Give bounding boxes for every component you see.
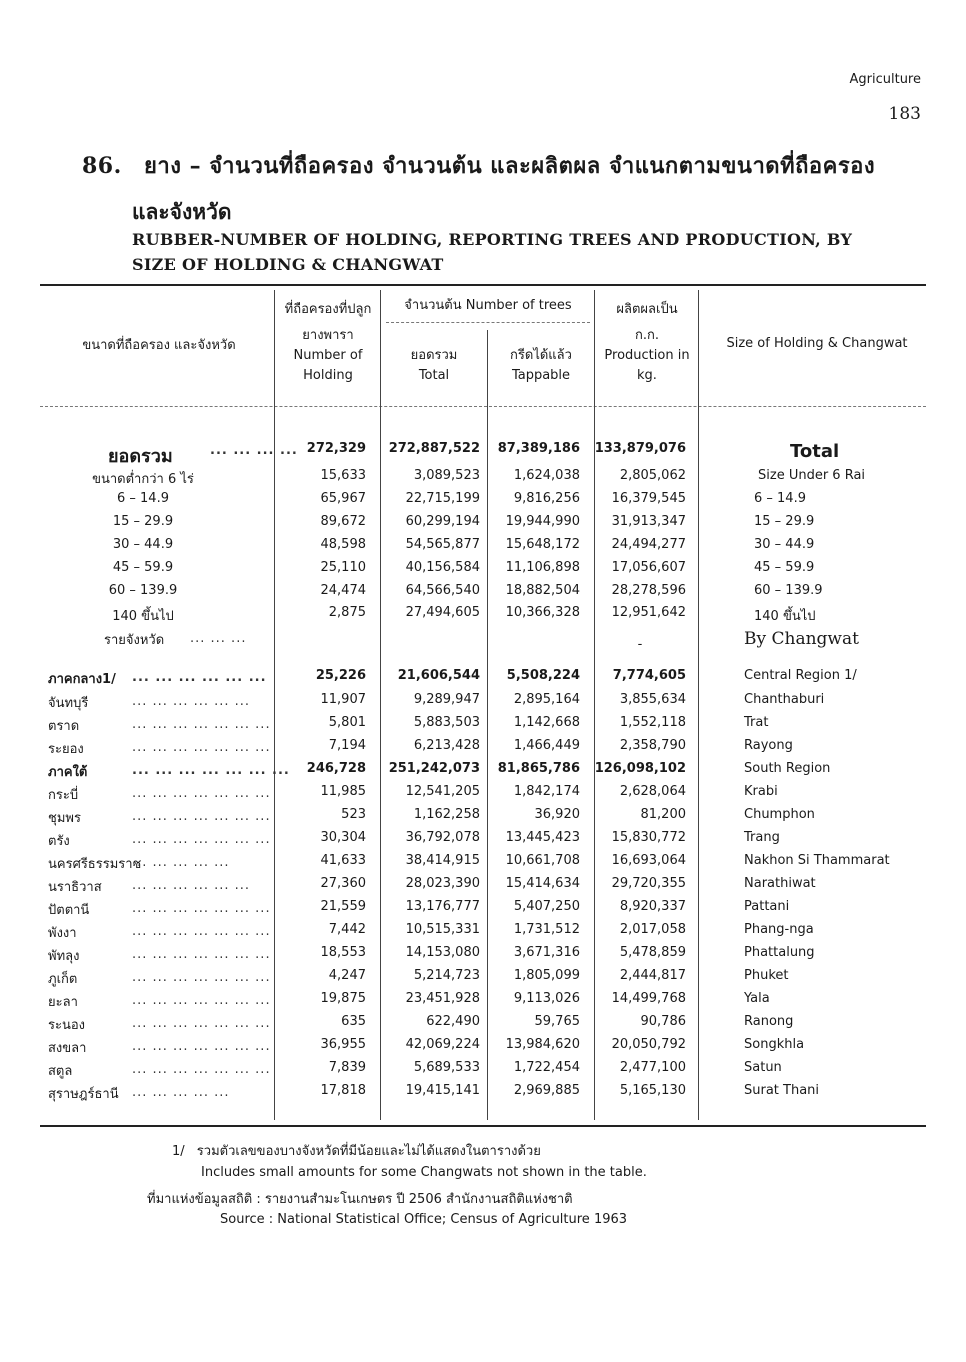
- row-label-thai: สตูล: [48, 1064, 73, 1079]
- cell-production: 2,805,062: [619, 468, 686, 483]
- cell-production: 5,165,130: [619, 1083, 686, 1098]
- row-label-thai: ยะลา: [48, 995, 78, 1010]
- cell-total-trees: 21,606,544: [397, 668, 480, 683]
- cell-tappable-trees: 19,944,990: [505, 514, 580, 529]
- table-row: [40, 968, 926, 991]
- trees-group-rule: [386, 322, 590, 323]
- cell-holding: 272,329: [306, 441, 366, 456]
- cell-total-trees: 6,213,428: [413, 738, 480, 753]
- title-thai-line1: ยาง – จำนวนที่ถือครอง จำนวนต้น และผลิตผล จำแนกตามขนาดที่ถือครอง: [143, 153, 876, 179]
- table-row: [40, 830, 926, 853]
- row-label-thai: จันทบุรี: [48, 696, 89, 711]
- row-label-english: 15 – 29.9: [754, 514, 815, 529]
- cell-holding: 4,247: [328, 968, 366, 983]
- footnote-english: Includes small amounts for some Changwats not shown in the table.: [201, 1165, 647, 1180]
- header-size-english: Size of Holding & Changwat: [726, 336, 908, 351]
- cell-production: 81,200: [640, 807, 686, 822]
- leader-dots: ... ... ... ... ... ... ...: [132, 740, 271, 755]
- cell-tappable-trees: 15,648,172: [505, 537, 580, 552]
- cell-production: 14,499,768: [611, 991, 686, 1006]
- cell-tappable-trees: 81,865,786: [497, 761, 580, 776]
- row-label-english: 6 – 14.9: [754, 491, 806, 506]
- cell-production: -: [637, 637, 643, 652]
- cell-holding: 24,474: [320, 583, 366, 598]
- row-label-english: Trang: [744, 830, 780, 845]
- row-label-thai: 30 – 44.9: [112, 537, 174, 552]
- table-row: [40, 468, 926, 491]
- header-size-thai: ขนาดที่ถือครอง และจังหวัด: [82, 338, 236, 353]
- cell-production: 1,552,118: [619, 715, 686, 730]
- leader-dots: ... ... ... ... ... ...: [132, 878, 251, 893]
- cell-production: 16,693,064: [611, 853, 686, 868]
- cell-holding: 246,728: [306, 761, 366, 776]
- cell-tappable-trees: 1,142,668: [513, 715, 580, 730]
- cell-total-trees: 13,176,777: [405, 899, 480, 914]
- cell-production: 24,494,277: [611, 537, 686, 552]
- table-row: [40, 853, 926, 876]
- row-label-english: Total: [790, 441, 840, 462]
- row-label-thai: นราธิวาส: [48, 880, 102, 895]
- cell-holding: 11,907: [320, 692, 366, 707]
- cell-holding: 2,875: [328, 605, 366, 620]
- cell-holding: 25,110: [320, 560, 366, 575]
- cell-total-trees: 9,289,947: [413, 692, 480, 707]
- leader-dots: ... ... ... ... ... ... ...: [132, 1062, 271, 1077]
- table-row: [40, 715, 926, 738]
- cell-tappable-trees: 1,722,454: [513, 1060, 580, 1075]
- leader-dots: ... ... ... ... ...: [132, 855, 230, 870]
- row-label-thai: ระยอง: [48, 742, 84, 757]
- row-label-english: Phuket: [744, 968, 789, 983]
- row-label-english: Size Under 6 Rai: [758, 468, 866, 483]
- cell-tappable-trees: 10,366,328: [505, 605, 580, 620]
- cell-production: 7,774,605: [612, 668, 686, 683]
- cell-holding: 18,553: [320, 945, 366, 960]
- cell-production: 133,879,076: [594, 441, 686, 456]
- cell-holding: 7,442: [328, 922, 366, 937]
- header-tappable: [489, 346, 593, 386]
- row-label-english: Chumphon: [744, 807, 815, 822]
- row-label-english: 45 – 59.9: [754, 560, 815, 575]
- row-label-english: Narathiwat: [744, 876, 816, 891]
- table-row: [40, 922, 926, 945]
- header-tappable-en: Tappable: [511, 368, 571, 383]
- table-row: [40, 560, 926, 583]
- cell-total-trees: 251,242,073: [388, 761, 480, 776]
- leader-dots: ... ... ... ...: [210, 443, 298, 458]
- cell-holding: 11,985: [320, 784, 366, 799]
- cell-tappable-trees: 15,414,634: [505, 876, 580, 891]
- cell-production: 12,951,642: [611, 605, 686, 620]
- cell-production: 2,628,064: [619, 784, 686, 799]
- cell-total-trees: 64,566,540: [405, 583, 480, 598]
- cell-tappable-trees: 59,765: [534, 1014, 580, 1029]
- cell-tappable-trees: 1,731,512: [513, 922, 580, 937]
- cell-tappable-trees: 5,407,250: [513, 899, 580, 914]
- row-label-thai: 15 – 29.9: [112, 514, 174, 529]
- row-label-english: Satun: [744, 1060, 782, 1075]
- cell-holding: 21,559: [320, 899, 366, 914]
- cell-production: 2,444,817: [619, 968, 686, 983]
- header-total-th: ยอดรวม: [410, 348, 458, 363]
- leader-dots: ... ... ... ... ... ... ...: [132, 832, 271, 847]
- cell-tappable-trees: 18,882,504: [505, 583, 580, 598]
- cell-total-trees: 22,715,199: [405, 491, 480, 506]
- table-row: [40, 945, 926, 968]
- cell-tappable-trees: 9,816,256: [513, 491, 580, 506]
- leader-dots: ... ... ... ... ... ... ...: [132, 809, 271, 824]
- table-row: [40, 537, 926, 560]
- row-label-english: Krabi: [744, 784, 778, 799]
- cell-total-trees: 14,153,080: [405, 945, 480, 960]
- row-label-english: Central Region 1/: [744, 668, 857, 683]
- cell-total-trees: 19,415,141: [405, 1083, 480, 1098]
- cell-total-trees: 27,494,605: [405, 605, 480, 620]
- leader-dots: ... ... ... ... ... ...: [132, 670, 267, 685]
- row-label-english: Yala: [744, 991, 770, 1006]
- table-row: [40, 876, 926, 899]
- cell-tappable-trees: 1,624,038: [513, 468, 580, 483]
- cell-tappable-trees: 87,389,186: [497, 441, 580, 456]
- cell-production: 29,720,355: [611, 876, 686, 891]
- row-label-thai: รายจังหวัด: [104, 633, 165, 648]
- header-production: [596, 300, 698, 386]
- header-tappable-th: กรีดได้แล้ว: [510, 348, 572, 363]
- title-english-line2: SIZE OF HOLDING & CHANGWAT: [132, 255, 444, 274]
- row-label-english: 30 – 44.9: [754, 537, 815, 552]
- leader-dots: ... ... ... ... ... ... ...: [132, 1016, 271, 1031]
- leader-dots: ... ... ... ... ... ... ...: [132, 993, 271, 1008]
- leader-dots: ... ... ... ... ... ... ...: [132, 763, 290, 778]
- leader-dots: ... ... ... ... ... ... ...: [132, 1039, 271, 1054]
- header-holding-en2: Holding: [303, 368, 353, 383]
- table-row: [40, 441, 926, 467]
- leader-dots: ... ... ... ... ... ... ...: [132, 786, 271, 801]
- cell-production: 28,278,596: [611, 583, 686, 598]
- leader-dots: ... ... ... ... ... ... ...: [132, 717, 271, 732]
- header-holding-th2: ยางพารา: [302, 328, 354, 343]
- cell-tappable-trees: 1,466,449: [513, 738, 580, 753]
- cell-total-trees: 54,565,877: [405, 537, 480, 552]
- leader-dots: ... ... ...: [190, 631, 247, 646]
- table-top-rule: [40, 284, 926, 286]
- cell-holding: 5,801: [328, 715, 366, 730]
- cell-total-trees: 272,887,522: [388, 441, 480, 456]
- footnote-thai: [172, 1140, 541, 1161]
- row-label-english: Trat: [744, 715, 769, 730]
- table-row: [40, 991, 926, 1014]
- cell-tappable-trees: 3,671,316: [513, 945, 580, 960]
- source-thai: ที่มาแห่งข้อมูลสถิติ : รายงานสำมะโนเกษตร ปี 2506 สำนักงานสถิติแห่งชาติ: [147, 1192, 573, 1207]
- cell-holding: 65,967: [320, 491, 366, 506]
- cell-holding: 41,633: [320, 853, 366, 868]
- cell-total-trees: 60,299,194: [405, 514, 480, 529]
- cell-production: 20,050,792: [611, 1037, 686, 1052]
- table-row: [40, 668, 926, 691]
- row-label-english: 140 ขึ้นไป: [754, 609, 816, 624]
- row-label-thai: สงขลา: [48, 1041, 87, 1056]
- cell-tappable-trees: 2,969,885: [513, 1083, 580, 1098]
- cell-holding: 7,194: [328, 738, 366, 753]
- leader-dots: ... ... ... ... ... ... ...: [132, 970, 271, 985]
- table-row: [40, 1037, 926, 1060]
- row-label-thai: 60 – 139.9: [108, 583, 178, 598]
- leader-dots: ... ... ... ... ... ... ...: [132, 947, 271, 962]
- header-production-th1: ผลิตผลเป็น: [616, 302, 678, 317]
- row-label-thai: ขนาดต่ำกว่า 6 ไร่: [92, 472, 194, 487]
- row-label-english: Chanthaburi: [744, 692, 825, 707]
- table-row: [40, 491, 926, 514]
- header-trees-group: จำนวนต้น Number of trees: [404, 298, 572, 313]
- table-row: [40, 807, 926, 830]
- row-label-thai: ชุมพร: [48, 811, 81, 826]
- cell-total-trees: 23,451,928: [405, 991, 480, 1006]
- row-label-english: By Changwat: [744, 629, 859, 649]
- table-row: [40, 583, 926, 606]
- row-label-thai: ตราด: [48, 719, 80, 734]
- leader-dots: ... ... ... ... ... ... ...: [132, 924, 271, 939]
- cell-holding: 15,633: [320, 468, 366, 483]
- table-number: 86.: [82, 153, 122, 179]
- row-label-english: Phattalung: [744, 945, 815, 960]
- cell-total-trees: 5,689,533: [413, 1060, 480, 1075]
- table-row: [40, 605, 926, 628]
- cell-tappable-trees: 5,508,224: [506, 668, 580, 683]
- cell-total-trees: 38,414,915: [405, 853, 480, 868]
- cell-total-trees: 40,156,584: [405, 560, 480, 575]
- row-label-thai: ปัตตานี: [48, 903, 90, 918]
- header-holding: [276, 300, 380, 386]
- header-total: [382, 346, 486, 386]
- row-label-thai: กระบี่: [48, 788, 79, 803]
- cell-tappable-trees: 2,895,164: [513, 692, 580, 707]
- row-label-thai: ภาคกลาง1/: [48, 672, 116, 687]
- cell-tappable-trees: 1,842,174: [513, 784, 580, 799]
- row-label-english: Surat Thani: [744, 1083, 820, 1098]
- page-number: 183: [888, 104, 921, 124]
- cell-production: 16,379,545: [611, 491, 686, 506]
- header-production-th2: ก.ก.: [634, 328, 659, 343]
- row-label-thai: 45 – 59.9: [112, 560, 174, 575]
- title-thai-line2: และจังหวัด: [132, 199, 232, 224]
- cell-holding: 27,360: [320, 876, 366, 891]
- header-holding-th1: ที่ถือครองที่ปลูก: [284, 302, 372, 317]
- title-english-line1: RUBBER-NUMBER OF HOLDING, REPORTING TREES AND PRODUCTION, BY: [132, 230, 853, 249]
- cell-holding: 17,818: [320, 1083, 366, 1098]
- cell-production: 2,017,058: [619, 922, 686, 937]
- header-production-en1: Production in: [604, 348, 690, 363]
- cell-total-trees: 5,214,723: [413, 968, 480, 983]
- row-label-english: Phang-nga: [744, 922, 814, 937]
- cell-tappable-trees: 13,445,423: [505, 830, 580, 845]
- table-bottom-rule: [40, 1125, 926, 1127]
- row-label-thai: นครศรีธรรมราช: [48, 857, 142, 872]
- cell-holding: 48,598: [320, 537, 366, 552]
- cell-holding: 89,672: [320, 514, 366, 529]
- table-row: [40, 761, 926, 784]
- cell-total-trees: 10,515,331: [405, 922, 480, 937]
- row-label-english: 60 – 139.9: [754, 583, 823, 598]
- row-label-thai: ภูเก็ต: [48, 972, 78, 987]
- table-title-thai: [82, 148, 875, 183]
- header-total-en: Total: [418, 368, 450, 383]
- row-label-english: South Region: [744, 761, 831, 776]
- cell-production: 17,056,607: [611, 560, 686, 575]
- row-label-thai: ระนอง: [48, 1018, 86, 1033]
- table-row: [40, 738, 926, 761]
- cell-total-trees: 42,069,224: [405, 1037, 480, 1052]
- cell-production: 8,920,337: [619, 899, 686, 914]
- cell-tappable-trees: 10,661,708: [505, 853, 580, 868]
- table-row: [40, 784, 926, 807]
- cell-holding: 25,226: [315, 668, 366, 683]
- header-production-en2: kg.: [637, 368, 657, 383]
- leader-dots: ... ... ... ... ...: [132, 1085, 230, 1100]
- row-label-english: Ranong: [744, 1014, 794, 1029]
- table-row: [40, 514, 926, 537]
- cell-production: 15,830,772: [611, 830, 686, 845]
- cell-production: 90,786: [640, 1014, 686, 1029]
- source-english: Source : National Statistical Office; Census of Agriculture 1963: [220, 1212, 628, 1227]
- cell-holding: 635: [341, 1014, 366, 1029]
- row-label-english: Rayong: [744, 738, 793, 753]
- leader-dots: ... ... ... ... ... ...: [132, 694, 251, 709]
- cell-holding: 7,839: [328, 1060, 366, 1075]
- header-divider: [40, 406, 926, 407]
- row-label-thai: พัทลุง: [48, 949, 80, 964]
- cell-production: 2,358,790: [619, 738, 686, 753]
- cell-holding: 523: [341, 807, 366, 822]
- footnote-thai-text: รวมตัวเลขของบางจังหวัดที่มีน้อยและไม่ได้แสดงในตารางด้วย: [196, 1144, 541, 1159]
- footnote-mark: 1/: [172, 1144, 185, 1159]
- row-label-thai: ยอดรวม: [108, 446, 173, 467]
- cell-tappable-trees: 11,106,898: [505, 560, 580, 575]
- cell-total-trees: 12,541,205: [405, 784, 480, 799]
- cell-total-trees: 36,792,078: [405, 830, 480, 845]
- cell-tappable-trees: 1,805,099: [513, 968, 580, 983]
- table-row: [40, 1083, 926, 1106]
- table-row: [40, 899, 926, 922]
- table-row: [40, 1060, 926, 1083]
- cell-production: 3,855,634: [619, 692, 686, 707]
- row-label-english: Nakhon Si Thammarat: [744, 853, 890, 868]
- leader-dots: ... ... ... ... ... ... ...: [132, 901, 271, 916]
- cell-holding: 36,955: [320, 1037, 366, 1052]
- cell-total-trees: 3,089,523: [413, 468, 480, 483]
- row-label-thai: ตรัง: [48, 834, 70, 849]
- cell-holding: 30,304: [320, 830, 366, 845]
- cell-total-trees: 1,162,258: [413, 807, 480, 822]
- table-row: [40, 629, 926, 652]
- section-header: Agriculture: [849, 72, 921, 87]
- header-holding-en1: Number of: [293, 348, 363, 363]
- cell-tappable-trees: 36,920: [534, 807, 580, 822]
- row-label-thai: สุราษฎร์ธานี: [48, 1087, 119, 1102]
- row-label-thai: พังงา: [48, 926, 77, 941]
- cell-holding: 19,875: [320, 991, 366, 1006]
- row-label-thai: 140 ขึ้นไป: [112, 609, 174, 624]
- cell-total-trees: 622,490: [426, 1014, 480, 1029]
- cell-total-trees: 5,883,503: [413, 715, 480, 730]
- row-label-english: Pattani: [744, 899, 790, 914]
- cell-production: 31,913,347: [611, 514, 686, 529]
- table-row: [40, 1014, 926, 1037]
- cell-production: 126,098,102: [594, 761, 686, 776]
- row-label-thai: ภาคใต้: [48, 765, 88, 780]
- cell-production: 5,478,859: [619, 945, 686, 960]
- cell-tappable-trees: 13,984,620: [505, 1037, 580, 1052]
- row-label-thai: 6 – 14.9: [117, 491, 169, 506]
- row-label-english: Songkhla: [744, 1037, 805, 1052]
- table-row: [40, 692, 926, 715]
- cell-total-trees: 28,023,390: [405, 876, 480, 891]
- cell-production: 2,477,100: [619, 1060, 686, 1075]
- cell-tappable-trees: 9,113,026: [513, 991, 580, 1006]
